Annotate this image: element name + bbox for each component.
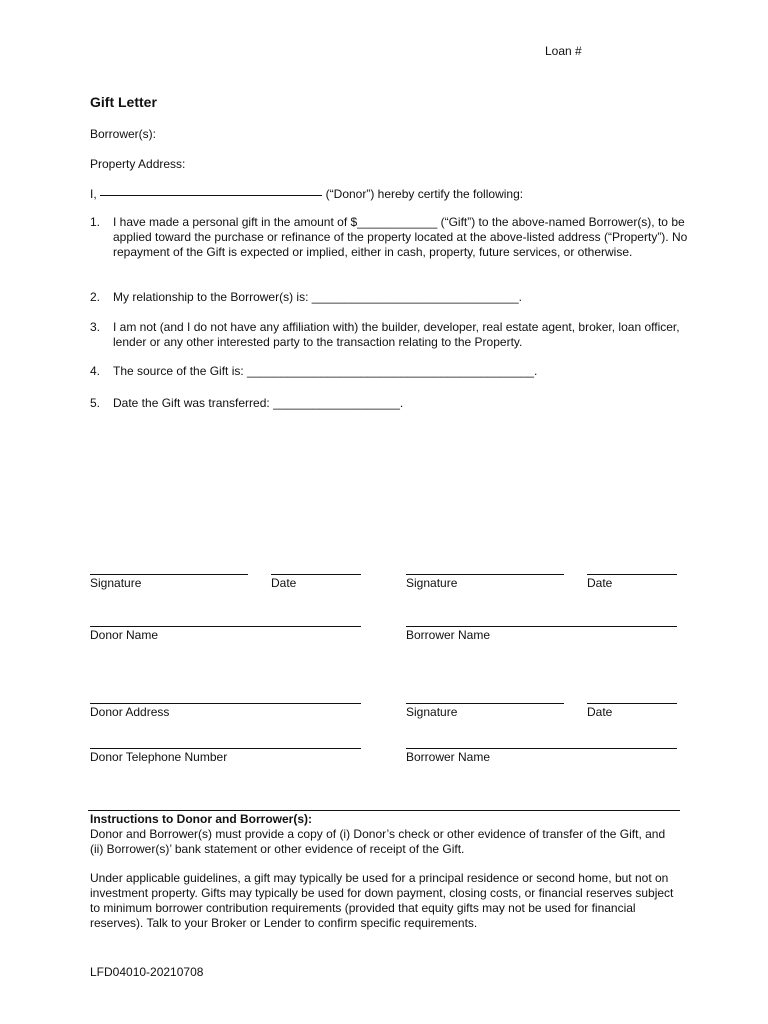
donor-name-line[interactable] bbox=[90, 626, 361, 627]
item-text: I have made a personal gift in the amount of $____________ (“Gift”) to the above-named Borrower(s), to be applied toward the purchase or refinance of the property located at the above-listed address (“Property”). No repayment of the Gift is expected or implied, either in cash, property, future services, or otherwise. bbox=[113, 215, 688, 259]
borrower2-signature-line[interactable] bbox=[406, 703, 564, 704]
property-address-label: Property Address: bbox=[90, 157, 186, 171]
item-number: 3. bbox=[90, 320, 101, 334]
borrower2-date-label: Date bbox=[587, 705, 613, 719]
donor-telephone-line[interactable] bbox=[90, 748, 361, 749]
donor-telephone-label: Donor Telephone Number bbox=[90, 750, 228, 764]
borrower2-name-line[interactable] bbox=[406, 748, 677, 749]
list-item bbox=[90, 396, 690, 411]
donor-date-label: Date bbox=[271, 576, 297, 590]
document-title: Gift Letter bbox=[90, 94, 157, 110]
donor-address-line[interactable] bbox=[90, 703, 361, 704]
list-item bbox=[90, 320, 690, 350]
instructions-paragraph-2: Under applicable guidelines, a gift may typically be used for a principal residence or second home, but not on investment property. Gifts may typically be used for down payment, closing costs, or financial reserves subject to minimum borrower contribution requirements (provided that equity gifts may not be used for financial reserves). Talk to your Broker or Lender to confirm specific requirements. bbox=[90, 871, 674, 930]
item-text: I am not (and I do not have any affiliation with) the builder, developer, real estate agent, broker, loan officer, lender or any other interested party to the transaction relating to the Property. bbox=[113, 320, 680, 349]
certify-prefix: I, bbox=[90, 187, 97, 201]
certify-suffix: (“Donor”) hereby certify the following: bbox=[325, 187, 524, 201]
borrower-name-label: Borrower Name bbox=[406, 628, 491, 642]
donor-name-blank[interactable] bbox=[100, 185, 322, 196]
donor-date-line[interactable] bbox=[271, 574, 361, 575]
instructions-divider bbox=[88, 810, 680, 811]
item-number: 2. bbox=[90, 290, 101, 304]
instructions-heading: Instructions to Donor and Borrower(s): bbox=[90, 812, 312, 826]
item-text: My relationship to the Borrower(s) is: _______________________________. bbox=[113, 290, 522, 304]
item-number: 5. bbox=[90, 396, 101, 410]
borrower-signature-line[interactable] bbox=[406, 574, 564, 575]
list-item bbox=[90, 364, 690, 379]
donor-signature-line[interactable] bbox=[90, 574, 248, 575]
borrower-signature-label: Signature bbox=[406, 576, 458, 590]
item-text: The source of the Gift is: ___________________________________________. bbox=[113, 364, 538, 378]
borrower-date-label: Date bbox=[587, 576, 613, 590]
borrowers-label: Borrower(s): bbox=[90, 127, 157, 141]
borrower2-date-line[interactable] bbox=[587, 703, 677, 704]
donor-name-label: Donor Name bbox=[90, 628, 159, 642]
borrower2-name-label: Borrower Name bbox=[406, 750, 491, 764]
form-id: LFD04010-20210708 bbox=[90, 965, 204, 979]
item-number: 4. bbox=[90, 364, 101, 378]
borrower-name-line[interactable] bbox=[406, 626, 677, 627]
donor-signature-label: Signature bbox=[90, 576, 142, 590]
loan-number-label: Loan # bbox=[545, 44, 582, 58]
item-number: 1. bbox=[90, 215, 101, 229]
instructions-paragraph-1: Donor and Borrower(s) must provide a copy of (i) Donor’s check or other evidence of transfer of the Gift, and (ii) Borrower(s)’ bank statement or other evidence of receipt of the Gift. bbox=[90, 827, 666, 856]
list-item bbox=[90, 290, 690, 305]
item-text: Date the Gift was transferred: ___________________. bbox=[113, 396, 404, 410]
donor-address-label: Donor Address bbox=[90, 705, 170, 719]
borrower2-signature-label: Signature bbox=[406, 705, 458, 719]
borrower-date-line[interactable] bbox=[587, 574, 677, 575]
list-item bbox=[90, 215, 690, 260]
donor-certify-line bbox=[90, 187, 523, 201]
